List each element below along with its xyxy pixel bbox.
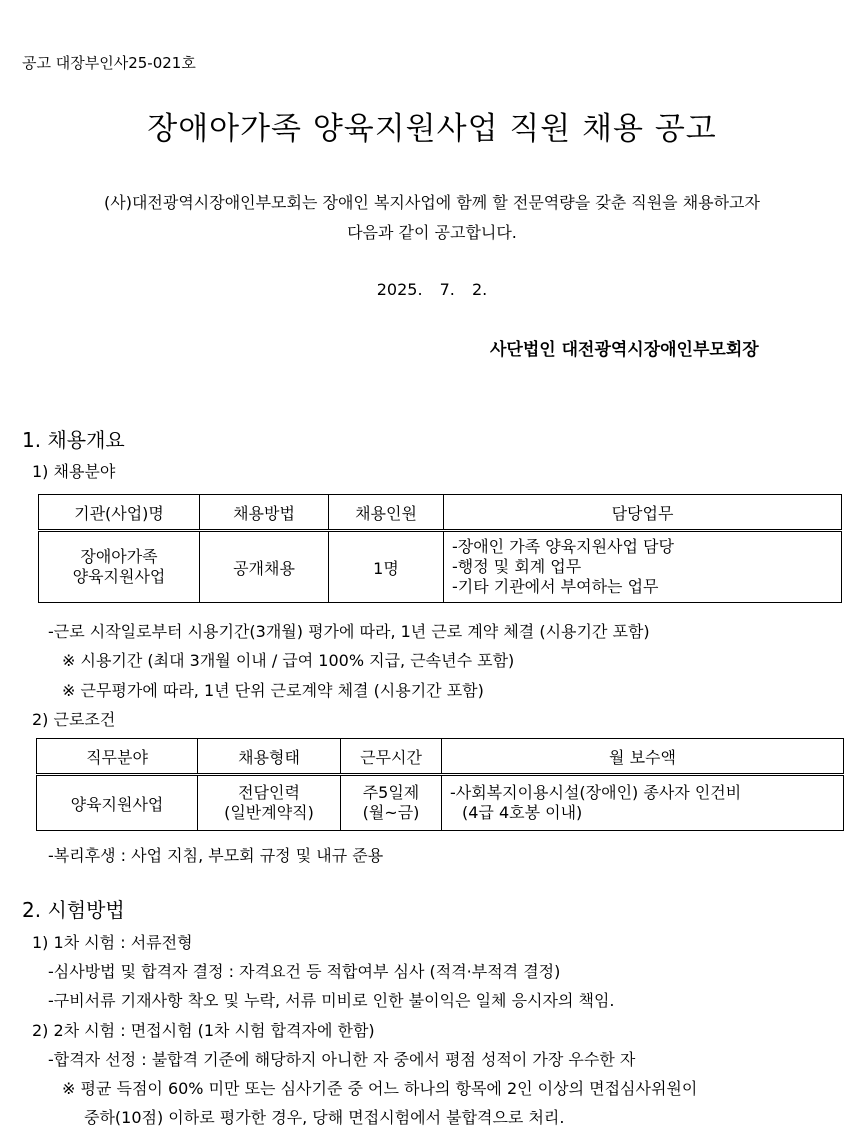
pay-line: (4급 4호봉 이내)	[462, 803, 583, 822]
note-line: ※ 근무평가에 따라, 1년 단위 근로계약 체결 (시용기간 포함)	[62, 681, 484, 700]
table-header: 월 보수액	[442, 739, 844, 775]
table-row	[39, 531, 842, 603]
org-cell	[39, 531, 200, 603]
section-1-2-heading: 2) 근로조건	[32, 710, 116, 729]
type-line: (일반계약직)	[224, 803, 314, 822]
benefits-note: -복리후생 : 사업 지침, 부모회 규정 및 내규 준용	[48, 846, 384, 865]
exam-line: -합격자 선정 : 불합격 기준에 해당하지 아니한 자 중에서 평점 성적이 가장 우수한 자	[48, 1050, 636, 1069]
type-cell	[198, 775, 341, 831]
duty-item: -장애인 가족 양육지원사업 담당	[452, 537, 674, 556]
duty-item: -행정 및 회계 업무	[452, 557, 582, 576]
table-header-row	[39, 495, 842, 531]
table-header: 기관(사업)명	[39, 495, 200, 531]
duties-cell	[444, 531, 842, 603]
note-line: ※ 시용기간 (최대 3개월 이내 / 급여 100% 지급, 근속년수 포함)	[62, 651, 515, 670]
method-cell: 공개채용	[200, 531, 329, 603]
table-header: 채용인원	[329, 495, 444, 531]
section-1-1-heading: 1) 채용분야	[32, 462, 116, 481]
pay-line: -사회복지이용시설(장애인) 종사자 인건비	[450, 783, 742, 802]
page-title: 장애아가족 양육지원사업 직원 채용 공고	[147, 111, 717, 147]
exam-line: ※ 평균 득점이 60% 미만 또는 심사기준 중 어느 하나의 항목에 2인 이상의 면접심사위원이	[62, 1079, 698, 1098]
org-line: 양육지원사업	[72, 567, 166, 586]
table-header: 근무시간	[341, 739, 442, 775]
exam-line: 중하(10점) 이하로 평가한 경우, 당해 면접시험에서 불합격으로 처리.	[84, 1108, 565, 1127]
notice-date: 2025. 7. 2.	[376, 280, 488, 299]
section-1-heading: 1. 채용개요	[22, 428, 125, 452]
notice-number: 공고 대장부인사25-021호	[22, 54, 196, 72]
field-cell: 양육지원사업	[37, 775, 198, 831]
table-row	[37, 775, 844, 831]
table-header: 담당업무	[444, 495, 842, 531]
org-line: 장애아가족	[80, 547, 158, 566]
table-header: 직무분야	[37, 739, 198, 775]
exam-line: 1) 1차 시험 : 서류전형	[32, 933, 193, 952]
section-2-heading: 2. 시험방법	[22, 898, 125, 922]
exam-line: -심사방법 및 합격자 결정 : 자격요건 등 적합여부 심사 (적격·부적격 결정)	[48, 962, 561, 981]
signer: 사단법인 대전광역시장애인부모회장	[490, 340, 759, 360]
intro-line-1: (사)대전광역시장애인부모회는 장애인 복지사업에 함께 할 전문역량을 갖춘 직원을 채용하고자	[104, 193, 760, 212]
count-cell: 1명	[329, 531, 444, 603]
hours-line: (월~금)	[362, 803, 420, 822]
type-line: 전담인력	[238, 783, 300, 802]
hours-cell	[341, 775, 442, 831]
note-line: -근로 시작일로부터 시용기간(3개월) 평가에 따라, 1년 근로 계약 체결 (시용기간 포함)	[48, 622, 650, 641]
recruitment-field-table	[38, 494, 842, 603]
exam-line: 2) 2차 시험 : 면접시험 (1차 시험 합격자에 한함)	[32, 1021, 375, 1040]
pay-cell	[442, 775, 844, 831]
table-header: 채용방법	[200, 495, 329, 531]
duty-item: -기타 기관에서 부여하는 업무	[452, 577, 659, 596]
exam-line: -구비서류 기재사항 착오 및 누락, 서류 미비로 인한 불이익은 일체 응시자의 책임.	[48, 991, 615, 1010]
table-header-row	[37, 739, 844, 775]
intro-line-2: 다음과 같이 공고합니다.	[347, 223, 517, 242]
table-header: 채용형태	[198, 739, 341, 775]
hours-line: 주5일제	[362, 783, 420, 802]
working-conditions-table	[36, 738, 844, 831]
